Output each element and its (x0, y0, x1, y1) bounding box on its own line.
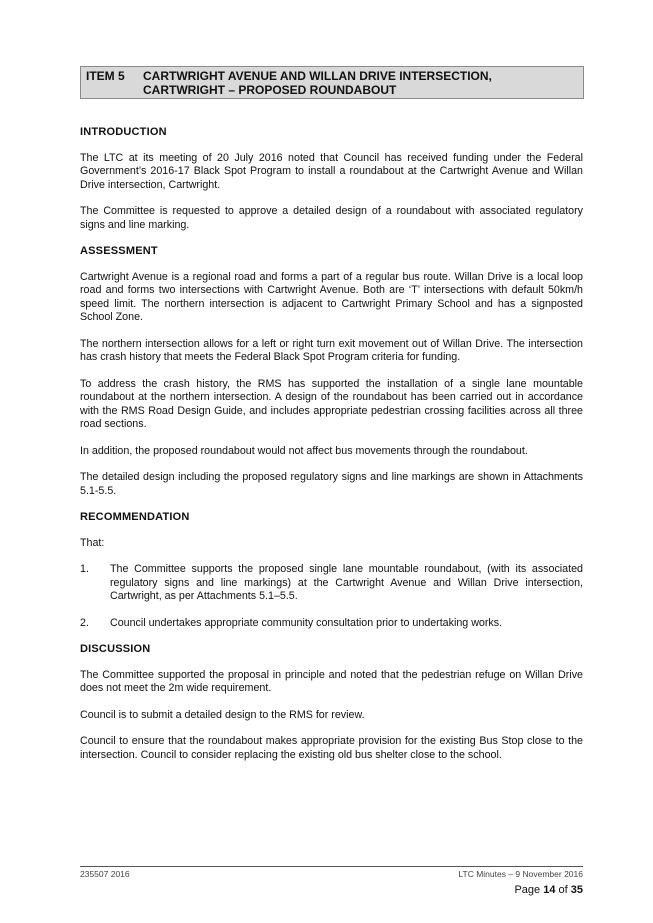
document-body (80, 126, 583, 775)
recommendation-item-text: Council undertakes appropriate community consultation prior to undertaking works. (110, 616, 503, 629)
page-number (514, 884, 583, 896)
introduction-heading: INTRODUCTION (80, 126, 167, 138)
item-number: ITEM 5 (86, 69, 125, 83)
item-title-box (80, 66, 584, 99)
footer-minutes-title: LTC Minutes – 9 November 2016 (458, 869, 583, 879)
page-of: of (555, 884, 571, 896)
discussion-paragraph-2: Council is to submit a detailed design to the RMS for review. (80, 708, 365, 721)
discussion-heading: DISCUSSION (80, 643, 151, 655)
recommendation-item-number: 1. (80, 563, 89, 575)
page-current: 14 (543, 884, 556, 896)
footer-document-reference: 235507 2016 (80, 869, 130, 879)
discussion-paragraph-3: Council to ensure that the roundabout makes appropriate provision for the existing Bus Stop close to the intersection. Council to consider replacing the existing old bus shelter close to the school. (80, 735, 583, 761)
assessment-paragraph-2: The northern intersection allows for a left or right turn exit movement out of Willan Drive. The intersection has crash history that meets the Federal Black Spot Program criteria for funding. (80, 337, 583, 363)
recommendation-list (80, 563, 583, 630)
assessment-paragraph-3: To address the crash history, the RMS has supported the installation of a single lane mountable roundabout at the northern intersection. A design of the roundabout has been carried out in accordance with the RMS Road Design Guide, and includes appropriate pedestrian crossing facilities across all three road sections. (80, 377, 583, 430)
page-total: 35 (570, 884, 583, 896)
recommendation-item (80, 617, 583, 631)
recommendation-item (80, 563, 583, 604)
item-title-line2: CARTWRIGHT – PROPOSED ROUNDABOUT (143, 83, 397, 97)
assessment-heading: ASSESSMENT (80, 245, 158, 257)
recommendation-item-text: The Committee supports the proposed single lane mountable roundabout, (with its associated regulatory signs and line markings) at the Cartwright Avenue and Willan Drive intersection, Cartwright, as per Attachments 5.1–5.5. (110, 563, 583, 602)
introduction-paragraph-1: The LTC at its meeting of 20 July 2016 noted that Council has received funding under the Federal Government’s 2016-17 Black Spot Program to install a roundabout at the Cartwright Avenue and Willan Drive intersection, Cartwright. (80, 151, 583, 191)
footer-divider (80, 866, 583, 867)
assessment-paragraph-1: Cartwright Avenue is a regional road and forms a part of a regular bus route. Willan Drive is a local loop road and forms two intersections with Cartwright Avenue. Both are ‘T’ intersections with default 50km/h speed limit. The northern intersection is adjacent to Cartwright Primary School and has a signposted School Zone. (80, 270, 583, 323)
page-prefix: Page (514, 884, 544, 896)
recommendation-heading: RECOMMENDATION (80, 511, 190, 523)
recommendation-item-number: 2. (80, 616, 89, 629)
assessment-paragraph-5: The detailed design including the proposed regulatory signs and line markings are shown in Attachments 5.1-5.5. (80, 471, 583, 497)
discussion-paragraph-1: The Committee supported the proposal in principle and noted that the pedestrian refuge on Willan Drive does not meet the 2m wide requirement. (80, 668, 583, 694)
introduction-paragraph-2: The Committee is requested to approve a detailed design of a roundabout with associated regulatory signs and line marking. (80, 205, 583, 231)
assessment-paragraph-4: In addition, the proposed roundabout would not affect bus movements through the roundabout. (80, 444, 528, 457)
recommendation-intro: That: (80, 536, 105, 549)
item-title-line1: CARTWRIGHT AVENUE AND WILLAN DRIVE INTERSECTION, (143, 69, 492, 83)
